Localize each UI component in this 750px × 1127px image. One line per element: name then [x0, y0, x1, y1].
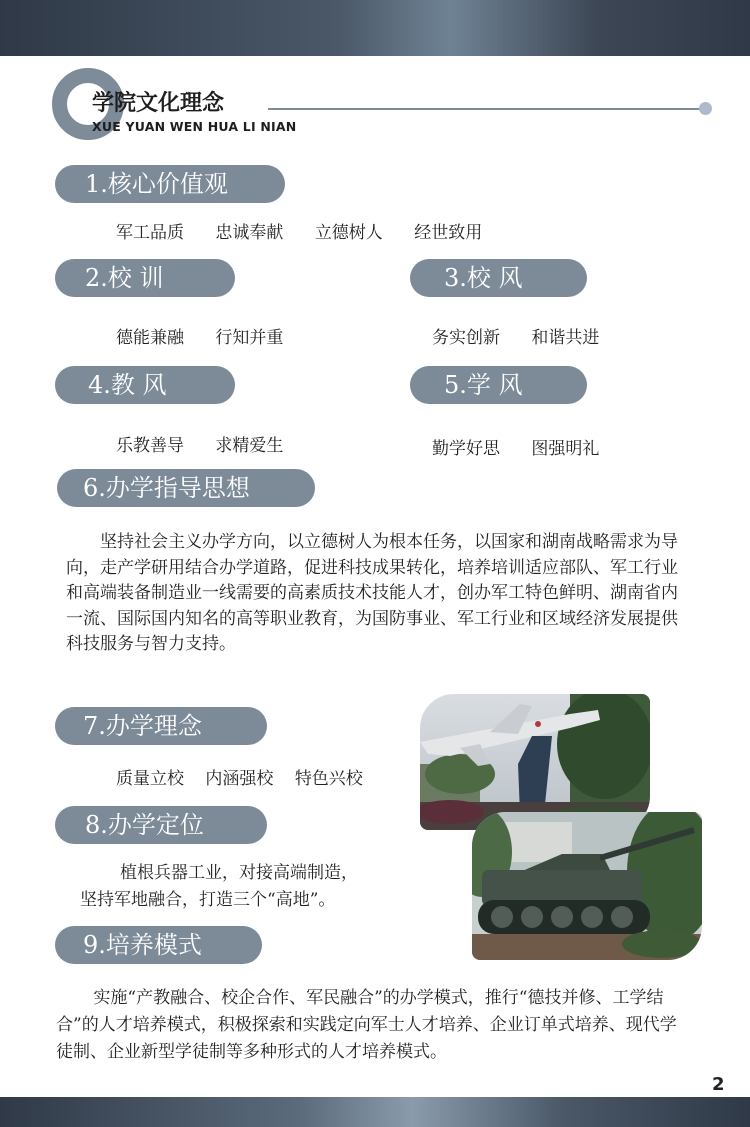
bottom-banner: [0, 1097, 750, 1127]
section-heading-training-mode: 9.培养模式: [55, 926, 262, 964]
list-item: 勤学好思: [432, 439, 500, 459]
section-heading-core-values: 1.核心价值观: [55, 165, 285, 203]
list-item: 德能兼融: [116, 328, 184, 348]
positioning-line-2: 坚持军地融合，打造三个“高地”。: [80, 890, 336, 910]
list-item: 忠诚奉献: [215, 223, 284, 243]
section-heading-teaching-style: 4.教 风: [55, 366, 235, 404]
aircraft-monument-photo: [420, 694, 650, 830]
section-heading-school-spirit: 3.校 风: [410, 259, 587, 297]
training-mode-paragraph: 实施“产教融合、校企合作、军民融合”的办学模式，推行“德技并修、工学结合”的人才培养模式，积极探索和实践定向军士人才培养、企业订单式培养、现代学徒制、企业新型学徒制等多种形式的人才培养模式。: [56, 988, 677, 1062]
page-subtitle: XUE YUAN WEN HUA LI NIAN: [92, 119, 297, 134]
list-item: 军工品质: [116, 223, 184, 243]
list-item: 行知并重: [215, 328, 284, 348]
guiding-thought-paragraph: 坚持社会主义办学方向，以立德树人为根本任务，以国家和湖南战略需求为导向，走产学研用结合办学道路，促进科技成果转化，培养培训适应部队、军工行业和高端装备制造业一线需要的高素质技术技能人才，创办军工特色鲜明、湖南省内一流、国际国内知名的高等职业教育，为国防事业、军工行业和区域经济发展提供科技服务与智力支持。: [66, 532, 678, 654]
header-divider-dot: [699, 102, 712, 115]
motto-list: [116, 323, 309, 348]
section-heading-motto: 2.校 训: [55, 259, 235, 297]
list-item: 务实创新: [432, 328, 500, 348]
positioning-line-1: 植根兵器工业，对接高端制造，: [120, 863, 358, 883]
top-banner: [0, 0, 750, 56]
page-number: 2: [712, 1074, 725, 1095]
section-heading-philosophy: 7.办学理念: [55, 707, 267, 745]
list-item: 特色兴校: [294, 769, 363, 789]
tank-photo: [472, 812, 702, 960]
list-item: 图强明礼: [531, 439, 600, 459]
list-item: 内涵强校: [205, 769, 274, 789]
list-item: 求精爱生: [215, 436, 284, 456]
list-item: 质量立校: [116, 769, 184, 789]
school-spirit-list: [432, 323, 625, 348]
header-divider-line: [268, 108, 704, 110]
core-values-list: [116, 218, 508, 243]
list-item: 立德树人: [314, 223, 383, 243]
section-heading-guiding-thought: 6.办学指导思想: [57, 469, 315, 507]
section-heading-positioning: 8.办学定位: [55, 806, 267, 844]
section-heading-study-style: 5.学 风: [410, 366, 587, 404]
study-style-list: [432, 434, 625, 459]
list-item: 乐教善导: [116, 436, 184, 456]
page-title: 学院文化理念: [92, 91, 225, 116]
list-item: 和谐共进: [531, 328, 600, 348]
list-item: 经世致用: [414, 223, 483, 243]
philosophy-list: [116, 764, 389, 789]
teaching-style-list: [116, 431, 309, 456]
